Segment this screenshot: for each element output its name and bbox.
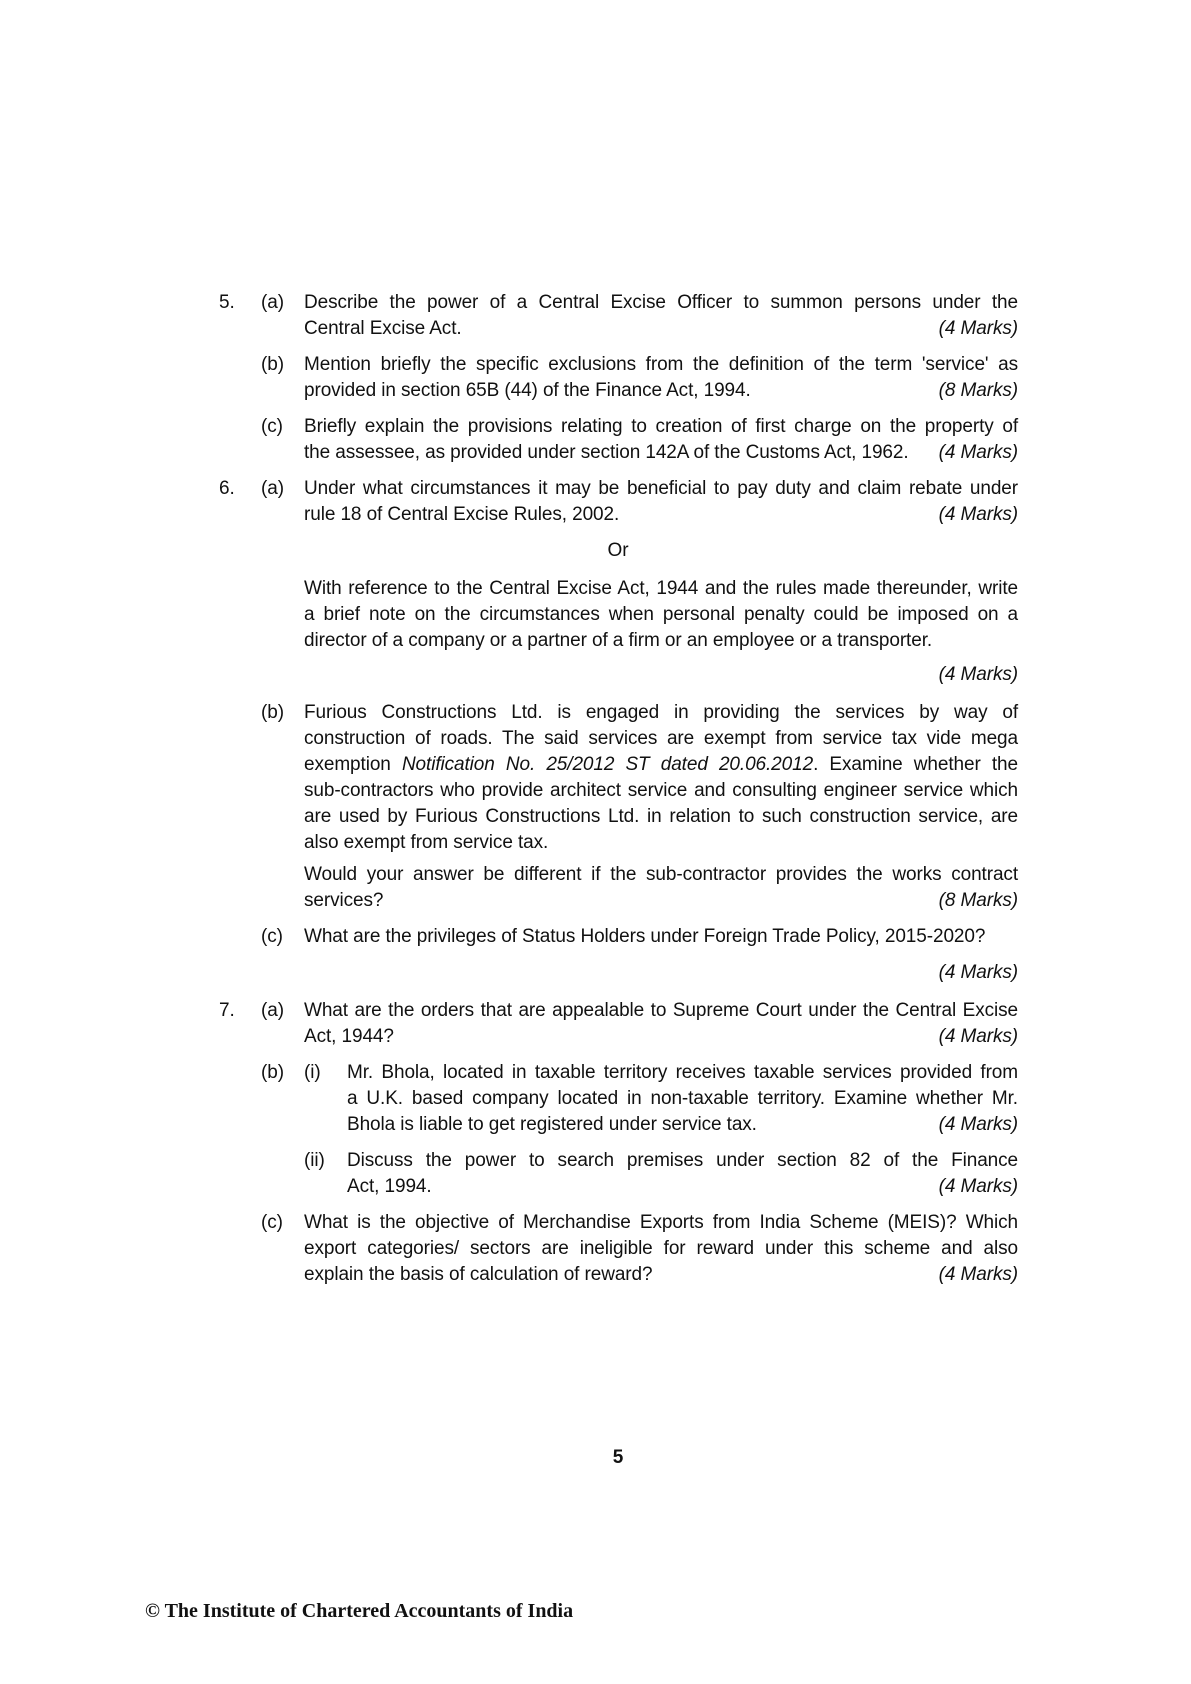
copyright-footer: © The Institute of Chartered Accountants of India <box>145 1600 574 1622</box>
part-label: (a) <box>261 478 284 499</box>
part-label: (c) <box>261 1212 283 1233</box>
question-text: Briefly explain the provisions relating to creation of first charge on the property of the assessee, as provided under section 142A of the Customs Act, 1962. (4 Marks) <box>304 414 1018 466</box>
part-label: (b) <box>261 1062 284 1083</box>
question-number: 5. <box>219 292 235 313</box>
question-text: Would your answer be different if the sub-contractor provides the works contract services? (8 Marks) <box>304 862 1018 914</box>
marks-label: (8 Marks) <box>938 380 1018 401</box>
question-text: What are the privileges of Status Holders under Foreign Trade Policy, 2015-2020? <box>304 926 986 947</box>
or-separator: Or <box>607 540 629 561</box>
question-text: Discuss the power to search premises under section 82 of the Finance Act, 1994. (4 Marks) <box>347 1148 1018 1200</box>
question-text: What is the objective of Merchandise Exports from India Scheme (MEIS)? Which export categories/ sectors are ineligible for reward under this scheme and also explain the basis of calculation of reward? (4 Marks) <box>304 1210 1018 1288</box>
question-text: Mention briefly the specific exclusions from the definition of the term 'service' as provided in section 65B (44) of the Finance Act, 1994. (8 Marks) <box>304 352 1018 404</box>
marks-label: (4 Marks) <box>938 1176 1018 1197</box>
question-text: Furious Constructions Ltd. is engaged in providing the services by way of construction of roads. The said services are exempt from service tax vide mega exemption Notification No. 25/2012 ST dated 20.06.2012. Examine whether the sub-contractors who provide architect service and consulting engineer service which are used by Furious Constructions Ltd. in relation to such construction service, are also exempt from service tax. <box>304 702 1018 853</box>
part-label: (b) <box>261 702 284 723</box>
marks-label: (4 Marks) <box>938 442 1018 463</box>
marks-label: (4 Marks) <box>938 664 1018 685</box>
question-text: Mr. Bhola, located in taxable territory receives taxable services provided from a U.K. based company located in non-taxable territory. Examine whether Mr. Bhola is liable to get registered under service tax. (4 Marks) <box>347 1060 1018 1138</box>
question-number: 7. <box>219 1000 235 1021</box>
subpart-label: (i) <box>304 1062 321 1083</box>
marks-label: (4 Marks) <box>938 504 1018 525</box>
question-text: With reference to the Central Excise Act, 1944 and the rules made thereunder, write a brief note on the circumstances when personal penalty could be imposed on a director of a company or a partner of a firm or an employee or a transporter. <box>304 578 1018 651</box>
subpart-label: (ii) <box>304 1150 325 1171</box>
notification-reference: Notification No. 25/2012 ST dated 20.06.2012 <box>401 754 814 775</box>
marks-label: (4 Marks) <box>938 1026 1018 1047</box>
question-number: 6. <box>219 478 235 499</box>
part-label: (b) <box>261 354 284 375</box>
question-text: Describe the power of a Central Excise Officer to summon persons under the Central Excise Act. (4 Marks) <box>304 290 1018 342</box>
part-label: (c) <box>261 416 283 437</box>
marks-label: (4 Marks) <box>938 962 1018 983</box>
part-label: (a) <box>261 1000 284 1021</box>
marks-label: (4 Marks) <box>938 1264 1018 1285</box>
marks-label: (4 Marks) <box>938 1114 1018 1135</box>
marks-label: (8 Marks) <box>938 890 1018 911</box>
marks-label: (4 Marks) <box>938 318 1018 339</box>
question-text: Under what circumstances it may be beneficial to pay duty and claim rebate under rule 18 of Central Excise Rules, 2002. (4 Marks) <box>304 476 1018 528</box>
part-label: (c) <box>261 926 283 947</box>
question-text: What are the orders that are appealable to Supreme Court under the Central Excise Act, 1944? (4 Marks) <box>304 998 1018 1050</box>
part-label: (a) <box>261 292 284 313</box>
page-number: 5 <box>612 1447 624 1468</box>
